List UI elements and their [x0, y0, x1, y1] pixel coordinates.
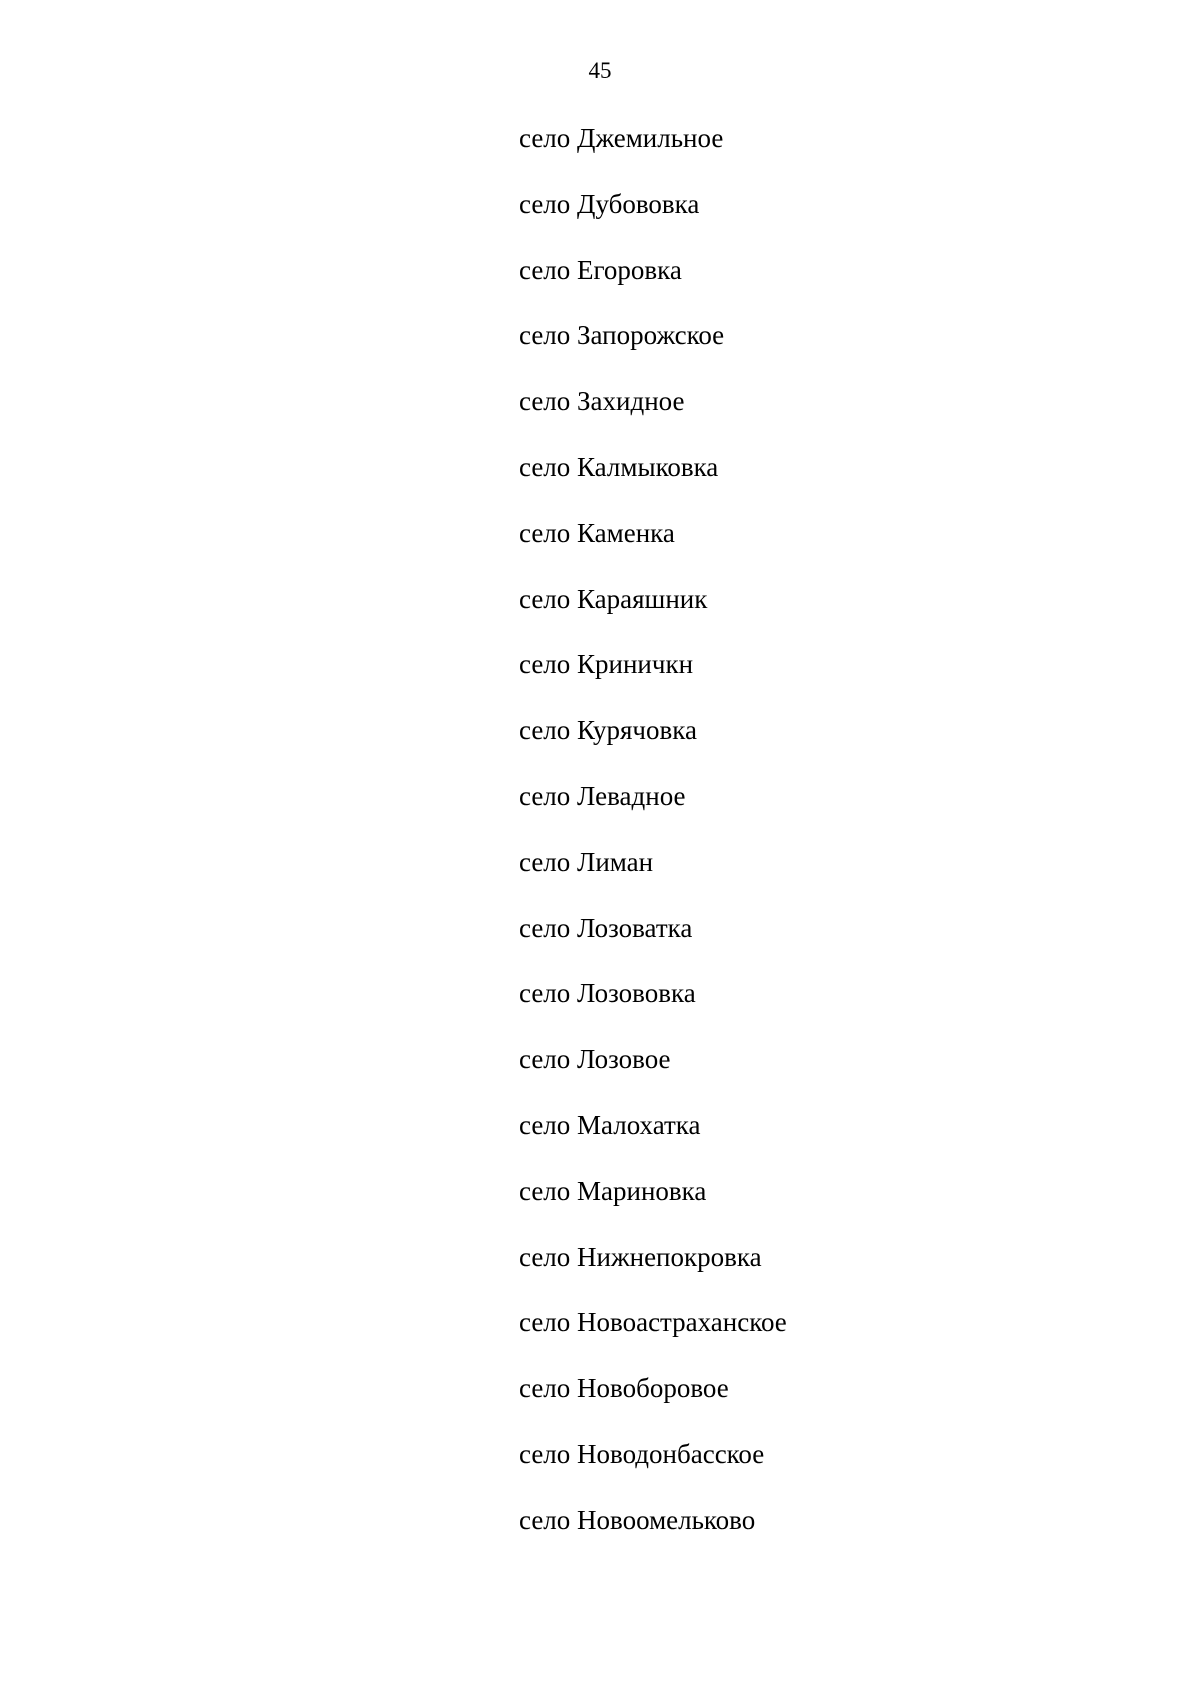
settlement-item: село Запорожское [519, 320, 725, 351]
settlement-item: село Каменка [519, 517, 675, 548]
settlement-item: село Дубововка [519, 188, 700, 219]
settlement-item: село Криничкн [519, 649, 694, 680]
settlement-item: село Мариновка [519, 1175, 707, 1206]
settlement-item: село Новоастраханское [519, 1307, 787, 1338]
settlement-item: село Новоомельково [519, 1504, 756, 1535]
settlement-item: село Захидное [519, 386, 685, 417]
settlement-item: село Курячовка [519, 715, 697, 746]
settlement-item: село Егоровка [519, 254, 682, 285]
settlement-item: село Калмыковка [519, 451, 719, 482]
settlement-item: село Лиман [519, 846, 654, 877]
settlement-item: село Лозововка [519, 978, 696, 1009]
settlement-item: село Лозовое [519, 1044, 671, 1075]
settlement-item: село Лозоватка [519, 912, 693, 943]
settlement-item: село Новоборовое [519, 1373, 729, 1404]
settlement-list [519, 123, 787, 1571]
settlement-item: село Левадное [519, 780, 686, 811]
settlement-item: село Нижнепокровка [519, 1241, 762, 1272]
settlement-item: село Джемильное [519, 123, 724, 153]
settlement-item: село Малохатка [519, 1109, 701, 1140]
page-number: 45 [588, 58, 612, 83]
settlement-item: село Караяшник [519, 583, 708, 614]
settlement-item: село Новодонбасское [519, 1438, 765, 1469]
